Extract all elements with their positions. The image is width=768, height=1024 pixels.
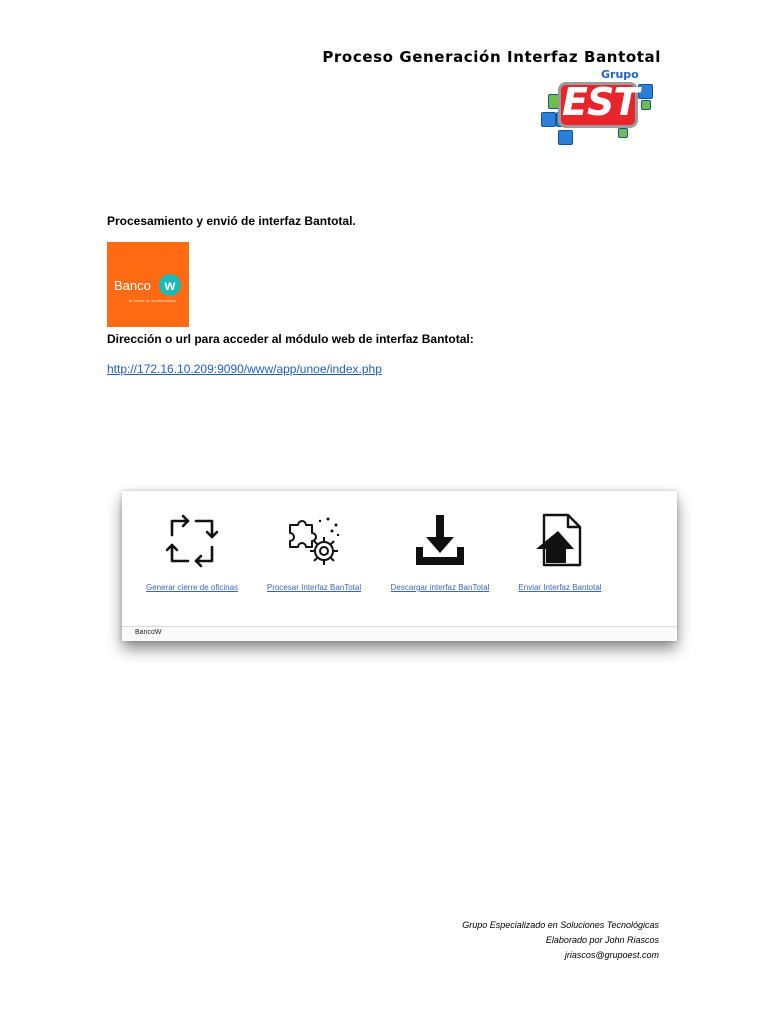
footer-company: Grupo Especializado en Soluciones Tecnológicas xyxy=(462,920,659,930)
action-enviar-interfaz[interactable] xyxy=(500,511,620,592)
grupo-est-logo xyxy=(538,68,658,150)
panel-footer xyxy=(122,626,677,641)
banco-logo-w: w xyxy=(159,274,181,296)
footer-email: jriascos@grupoest.com xyxy=(564,950,659,960)
action-label[interactable]: Descargar interfaz BanTotal xyxy=(390,583,490,592)
puzzle-gear-icon xyxy=(284,511,344,571)
action-generar-cierre[interactable] xyxy=(132,511,252,592)
document-title: Proceso Generación Interfaz Bantotal xyxy=(322,48,661,66)
action-label[interactable]: Generar cierre de oficinas xyxy=(145,583,239,592)
action-descargar-interfaz[interactable] xyxy=(380,511,500,592)
banco-w-logo xyxy=(107,242,189,327)
refresh-arrows-icon xyxy=(162,511,222,571)
module-url-link[interactable]: http://172.16.10.209:9090/www/app/unoe/index.php xyxy=(107,362,382,376)
app-screenshot-panel xyxy=(122,491,677,641)
url-description: Dirección o url para acceder al módulo web de interfaz Bantotal: xyxy=(107,332,474,346)
logo-est-text: EST xyxy=(562,80,639,124)
section-heading: Procesamiento y envió de interfaz Bantotal. xyxy=(107,214,356,228)
file-upload-icon xyxy=(530,511,590,571)
download-icon xyxy=(410,511,470,571)
action-label[interactable]: Procesar Interfaz BanTotal xyxy=(266,583,362,592)
banco-logo-tagline: tu banco de oportunidades xyxy=(129,298,177,303)
document-footer xyxy=(462,918,659,963)
action-procesar-interfaz[interactable] xyxy=(254,511,374,592)
action-label[interactable]: Enviar Interfaz Bantotal xyxy=(518,583,602,592)
footer-author: Elaborado por John Riascos xyxy=(545,935,659,945)
panel-footer-text: BancoW xyxy=(135,629,162,636)
logo-grupo-text: Grupo xyxy=(601,68,639,81)
banco-logo-text: Banco xyxy=(114,278,151,293)
